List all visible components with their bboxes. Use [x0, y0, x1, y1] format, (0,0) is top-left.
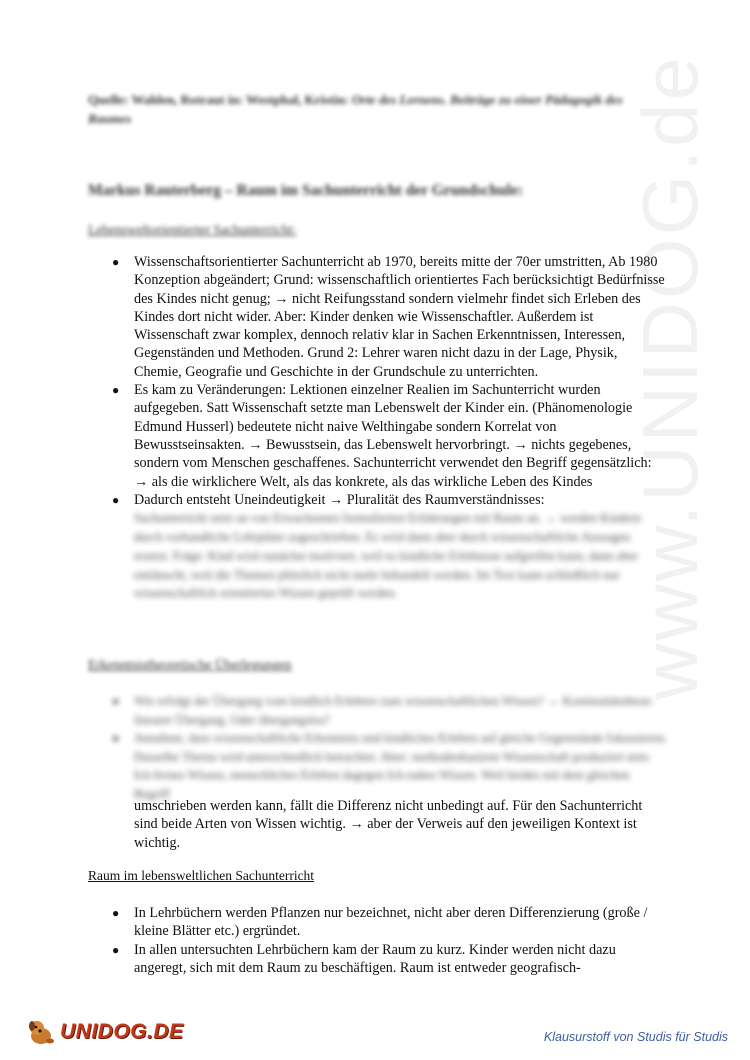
- list-item: ● In allen untersuchten Lehrbüchern kam der Raum zu kurz. Kinder werden nicht dazu angeregt, sich mit dem Raum zu beschäftigen. Raum ist entweder geografisch-: [112, 941, 616, 976]
- list-item-continuation: Sachunterricht setzt an von Erwachsenen formulierten Erfahrungen mit Raum an. → werden Kindern durch vorhandliche Lehrpläne zugeschrieben. Es wird dann aber durch wissenschaftliche Aussagen ersetzt. Folge: Kind wird zunächst motiviert, weil es kindliche Erlebnisse aufgreifen kann, dann aber enttäuscht, weil die Themen plötzlich nicht mehr behandelt werden. Im Text kann schließlich nur wissenschaftlich orientiertes Wissen geprüft werden.: [134, 511, 642, 601]
- section-heading-lebenswelt: Lebensweltorientierter Sachunterricht:: [88, 222, 297, 237]
- section-list-erkenntnis: [88, 692, 668, 803]
- list-item-continuation: umschrieben werden kann, fällt die Differenz nicht unbedingt auf. Für den Sachunterricht sind beide Arten von Wissen wichtig. → aber der Verweis auf den jeweiligen Kontext ist wichtig.: [134, 798, 643, 851]
- list-item: ● Es kam zu Veränderungen: Lektionen einzelner Realien im Sachunterricht wurden aufgegeben. Satt Wissenschaft setzte man Lebenswelt der Kinder ein. (Phänomenologie Edmund Husserl) bedeutete nicht naive Welthingabe sondern Korrelat von Bewusstseinsakten. → Bewusstsein, das Lebenswelt hervorbringt. → nichts gegebenes, sondern vom Menschen geschaffenes. Sachunterricht verwendet den Begriff gegensätzlich: → als die wirklichere Welt, als das konkrete, als das wirkliche Leben des Kindes: [112, 382, 652, 490]
- section-heading-erkenntnis: Erkenntnistheoretische Überlegungen: [88, 657, 292, 672]
- list-item: ● Dadurch entsteht Uneindeutigkeit → Pluralität des Raumverständnisses:: [112, 491, 545, 508]
- section-continuation: [88, 797, 668, 852]
- source-line: [88, 90, 648, 128]
- list-item: ● Annahme, dass wissenschaftliche Erkenntnis und kindliches Erleben auf gleiche Gegenstände fokussieren. Dasselbe Thema wird unterschiedlich betrachtet. Aber: methodenbasierte Wissenschaft produziert stets Ich-fernes Wissen, menschliches Erleben dagegen Ich-nahes Wissen. Weil beides mit dem gleichen Begriff: [112, 731, 668, 801]
- section-list-raum: [88, 904, 668, 977]
- document-title: Markus Rauterberg – Raum im Sachunterricht der Grundschule:: [88, 182, 523, 199]
- footer-slogan: Klausurstoff von Studis für Studis: [543, 1030, 728, 1044]
- list-item: ● In Lehrbüchern werden Pflanzen nur bezeichnet, nicht aber deren Differenzierung (große / kleine Blätter etc.) ergründet.: [112, 905, 648, 940]
- dog-icon: [26, 1017, 56, 1047]
- list-item: ● Wissenschaftsorientierter Sachunterricht ab 1970, bereits mitte der 70er umstritten, Ab 1980 Konzeption abgeändert; Grund: wissenschaftlich orientiertes Fach berücksichtigt Bedürfnisse des Kindes nicht genug; → nicht Reifungsstand sondern vielmehr findet sich Erleben des Kindes dort nicht wider. Aber: Kinder denken wie Wissenschaftler. Außerdem ist Wissenschaft zwar komplex, dennoch relativ klar in Sachen Erkenntnissen, Interessen, Gegenständen und Methoden. Grund 2: Lehrer waren nicht dazu in der Lage, Physik, Chemie, Geografie und Geschichte in der Grundschule zu unterrichten.: [112, 254, 665, 380]
- section-list-lebenswelt: [88, 253, 668, 603]
- list-item: ● Wie erfolgt der Übergang vom kindlich Erlebten zum wissenschaftlichen Wissen? → Kontinuitätsthese: linearer Übergang. Oder übergangslos?: [112, 694, 654, 727]
- unidog-logo[interactable]: [26, 1017, 184, 1047]
- source-prefix: Quelle: Wahlen, Rotraut in: Westphal, Kristin:: [88, 92, 349, 107]
- logo-text: UNIDOG.DE: [60, 1020, 184, 1043]
- source-title: Orte des Lernens. Beiträge zu einer Pädagogik des Raumes: [88, 92, 623, 126]
- section-heading-raum: Raum im lebensweltlichen Sachunterricht: [88, 868, 315, 883]
- watermark: www.UNIDOG.de: [626, 54, 714, 700]
